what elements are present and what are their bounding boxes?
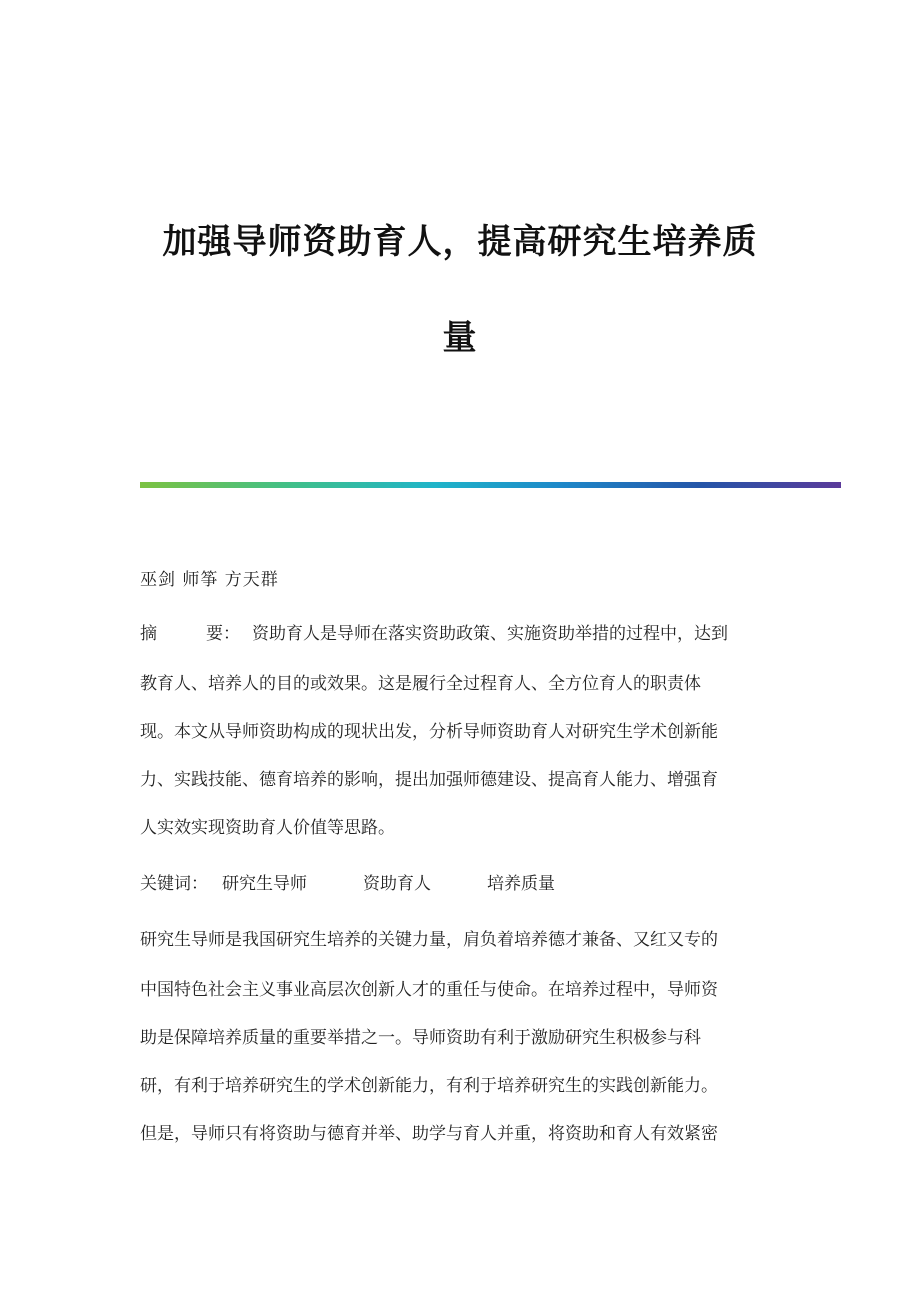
body-line-3: 助是保障培养质量的重要举措之一。导师资助有利于激励研究生积极参与科	[140, 1028, 701, 1048]
gradient-divider	[140, 482, 841, 488]
author-list: 巫剑 师筝 方天群	[140, 570, 279, 590]
abstract-line-1	[140, 622, 728, 646]
body-line-1: 研究生导师是我国研究生培养的关键力量，肩负着培养德才兼备、又红又专的	[140, 930, 718, 950]
body-line-2: 中国特色社会主义事业高层次创新人才的重任与使命。在培养过程中，导师资	[140, 980, 718, 1000]
body-line-4: 研，有利于培养研究生的学术创新能力，有利于培养研究生的实践创新能力。	[140, 1076, 718, 1096]
abstract-line-2: 教育人、培养人的目的或效果。这是履行全过程育人、全方位育人的职责体	[140, 674, 701, 694]
abstract-line-5: 人实效实现资助育人价值等思路。	[140, 818, 395, 838]
keyword-item: 资助育人	[363, 874, 431, 894]
abstract-text: 资助育人是导师在落实资助政策、实施资助举措的过程中，达到	[252, 624, 728, 644]
abstract-line-4: 力、实践技能、德育培养的影响，提出加强师德建设、提高育人能力、增强育	[140, 770, 718, 790]
abstract-label-char1: 摘	[140, 624, 157, 644]
body-line-5: 但是，导师只有将资助与德育并举、助学与育人并重，将资助和育人有效紧密	[140, 1124, 718, 1144]
paper-title-line-1: 加强导师资助育人，提高研究生培养质	[162, 222, 758, 262]
keyword-item: 研究生导师	[222, 874, 307, 894]
keyword-item: 培养质量	[487, 874, 555, 894]
abstract-label-char2: 要：	[206, 624, 240, 644]
paper-title-line-2: 量	[442, 318, 478, 358]
abstract-line-3: 现。本文从导师资助构成的现状出发，分析导师资助育人对研究生学术创新能	[140, 722, 718, 742]
keywords-label: 关键词：	[140, 874, 208, 894]
keywords-row	[140, 872, 555, 896]
abstract-label	[140, 622, 252, 646]
